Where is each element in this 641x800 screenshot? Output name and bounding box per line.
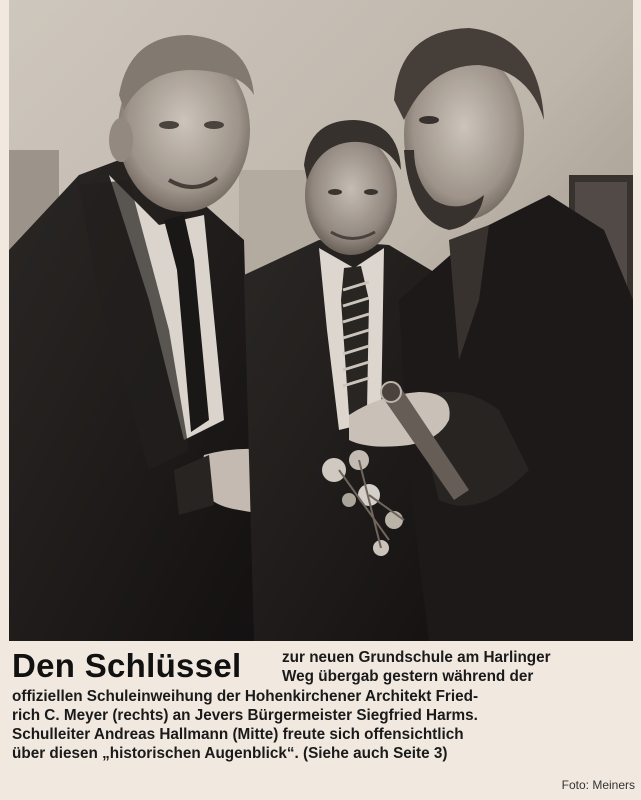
- caption-line-2: Weg übergab gestern während der: [282, 668, 534, 685]
- press-photo: [9, 0, 633, 641]
- caption-line-6: über diesen „historischen Augenblick“. (Siehe auch Seite 3): [12, 745, 448, 762]
- caption-line-3: offiziellen Schuleinweihung der Hohenkirchener Architekt Fried-: [12, 688, 479, 705]
- caption-headline: Den Schlüssel: [12, 647, 242, 684]
- caption-line-4: rich C. Meyer (rechts) an Jevers Bürgermeister Siegfried Harms.: [12, 707, 478, 724]
- caption-line-1: zur neuen Grundschule am Harlinger: [282, 649, 551, 666]
- caption-line-5: Schulleiter Andreas Hallmann (Mitte) freute sich offensichtlich: [12, 726, 464, 743]
- photo-illustration: [9, 0, 633, 641]
- photo-caption: [12, 644, 632, 774]
- photo-credit: Foto: Meiners: [561, 778, 635, 792]
